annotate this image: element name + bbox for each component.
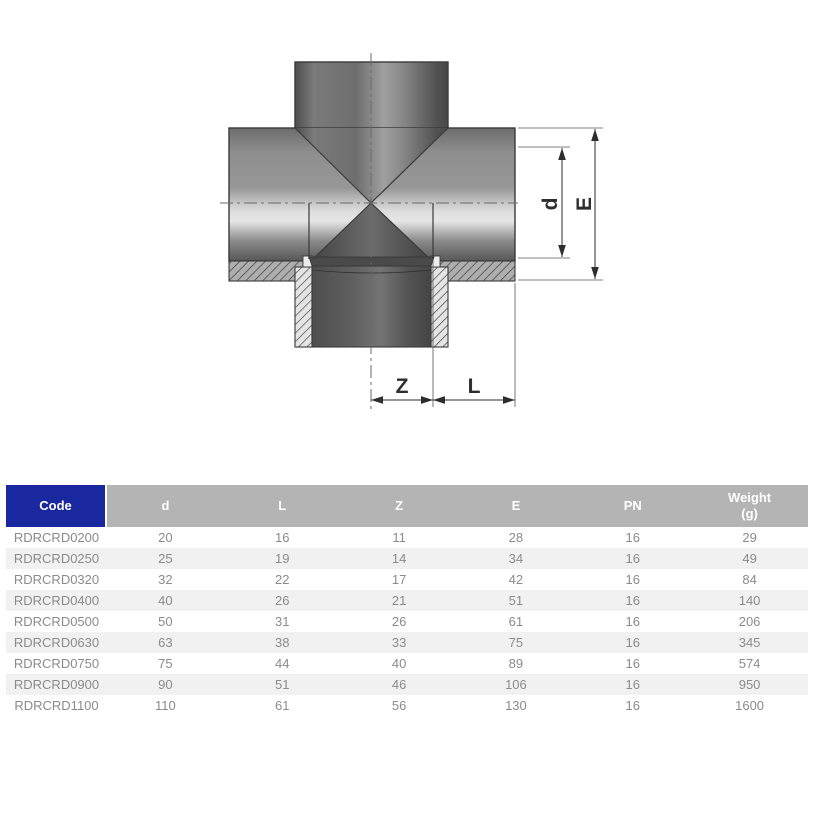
spec-table bbox=[6, 485, 808, 716]
table-cell-L: 44 bbox=[275, 656, 290, 671]
hatch-strip-right bbox=[440, 261, 515, 281]
table-cell-weight: 140 bbox=[738, 593, 761, 608]
table-cell-weight: 950 bbox=[738, 677, 761, 692]
table-cell-L: 19 bbox=[275, 551, 290, 566]
table-cell-E: 28 bbox=[508, 530, 524, 545]
table-cell-Z: 33 bbox=[391, 635, 407, 650]
table-row bbox=[6, 674, 808, 695]
table-cell-E: 75 bbox=[508, 635, 524, 650]
table-cell-weight: 49 bbox=[742, 551, 757, 566]
table-cell-L: 61 bbox=[275, 698, 290, 713]
table-cell-Z: 26 bbox=[391, 614, 407, 629]
table-cell-E: 51 bbox=[508, 593, 524, 608]
table-cell-code: RDRCRD0630 bbox=[13, 635, 100, 650]
table-cell-PN: 16 bbox=[625, 656, 640, 671]
table-cell-L: 38 bbox=[275, 635, 290, 650]
table-row bbox=[6, 632, 808, 653]
header-cell-d: d bbox=[107, 485, 224, 527]
dimension-label-E: E bbox=[573, 196, 596, 212]
header-cell-weight: Weight (g) bbox=[691, 485, 808, 527]
header-cell-code: Code bbox=[6, 485, 107, 527]
table-cell-PN: 16 bbox=[625, 677, 640, 692]
header-cell-PN: PN bbox=[574, 485, 691, 527]
table-body bbox=[6, 527, 808, 716]
table-cell-d: 32 bbox=[158, 572, 173, 587]
table-cell-E: 61 bbox=[508, 614, 524, 629]
header-cell-L: L bbox=[224, 485, 341, 527]
hatch-wall-right bbox=[431, 267, 448, 347]
table-row bbox=[6, 548, 808, 569]
table-cell-E: 106 bbox=[505, 677, 527, 692]
table-cell-code: RDRCRD1100 bbox=[14, 698, 99, 713]
table-cell-PN: 16 bbox=[625, 698, 640, 713]
table-cell-PN: 16 bbox=[625, 530, 640, 545]
hatch-wall-left bbox=[295, 267, 312, 347]
table-row bbox=[6, 653, 808, 674]
table-cell-d: 110 bbox=[155, 698, 176, 713]
table-cell-weight: 1600 bbox=[735, 698, 765, 713]
table-cell-d: 50 bbox=[158, 614, 173, 629]
table-cell-L: 31 bbox=[275, 614, 290, 629]
table-cell-E: 89 bbox=[508, 656, 524, 671]
table-cell-code: RDRCRD0250 bbox=[13, 551, 100, 566]
table-cell-code: RDRCRD0320 bbox=[13, 572, 100, 587]
table-cell-Z: 56 bbox=[391, 698, 407, 713]
table-cell-d: 63 bbox=[158, 635, 173, 650]
dimension-label-d: d bbox=[539, 197, 562, 211]
table-cell-d: 90 bbox=[158, 677, 173, 692]
table-cell-Z: 40 bbox=[391, 656, 407, 671]
table-header-row bbox=[6, 485, 808, 527]
table-cell-weight: 29 bbox=[742, 530, 757, 545]
table-row bbox=[6, 569, 808, 590]
fitting-body bbox=[229, 62, 515, 261]
table-cell-PN: 16 bbox=[625, 593, 640, 608]
table-cell-E: 42 bbox=[508, 572, 524, 587]
table-cell-weight: 206 bbox=[738, 614, 761, 629]
table-cell-E: 130 bbox=[505, 698, 527, 713]
dimension-label-L: L bbox=[467, 375, 481, 398]
table-cell-code: RDRCRD0400 bbox=[13, 593, 100, 608]
table-cell-weight: 84 bbox=[742, 572, 757, 587]
table-cell-code: RDRCRD0500 bbox=[13, 614, 100, 629]
table-cell-Z: 14 bbox=[391, 551, 407, 566]
table-cell-L: 26 bbox=[275, 593, 290, 608]
table-cell-Z: 21 bbox=[391, 593, 407, 608]
table-cell-d: 75 bbox=[158, 656, 173, 671]
table-cell-Z: 17 bbox=[391, 572, 407, 587]
table-cell-E: 34 bbox=[508, 551, 524, 566]
table-cell-L: 22 bbox=[275, 572, 290, 587]
table-row bbox=[6, 590, 808, 611]
header-cell-E: E bbox=[458, 485, 575, 527]
table-cell-PN: 16 bbox=[625, 572, 640, 587]
table-row bbox=[6, 527, 808, 548]
table-cell-d: 40 bbox=[158, 593, 173, 608]
table-cell-code: RDRCRD0750 bbox=[13, 656, 100, 671]
table-cell-weight: 345 bbox=[738, 635, 761, 650]
table-cell-d: 25 bbox=[158, 551, 173, 566]
table-cell-L: 16 bbox=[275, 530, 290, 545]
table-cell-code: RDRCRD0200 bbox=[13, 530, 100, 545]
hatch-strip-left bbox=[229, 261, 303, 281]
table-cell-code: RDRCRD0900 bbox=[13, 677, 100, 692]
table-row bbox=[6, 611, 808, 632]
table-cell-PN: 16 bbox=[625, 551, 640, 566]
table-cell-Z: 11 bbox=[392, 530, 406, 545]
table-cell-L: 51 bbox=[275, 677, 290, 692]
table-cell-d: 20 bbox=[158, 530, 173, 545]
table-cell-weight: 574 bbox=[738, 656, 761, 671]
dimension-label-Z: Z bbox=[395, 375, 409, 398]
header-cell-Z: Z bbox=[341, 485, 458, 527]
table-cell-PN: 16 bbox=[625, 614, 640, 629]
table-row bbox=[6, 695, 808, 716]
table-cell-Z: 46 bbox=[391, 677, 407, 692]
table-cell-PN: 16 bbox=[625, 635, 640, 650]
